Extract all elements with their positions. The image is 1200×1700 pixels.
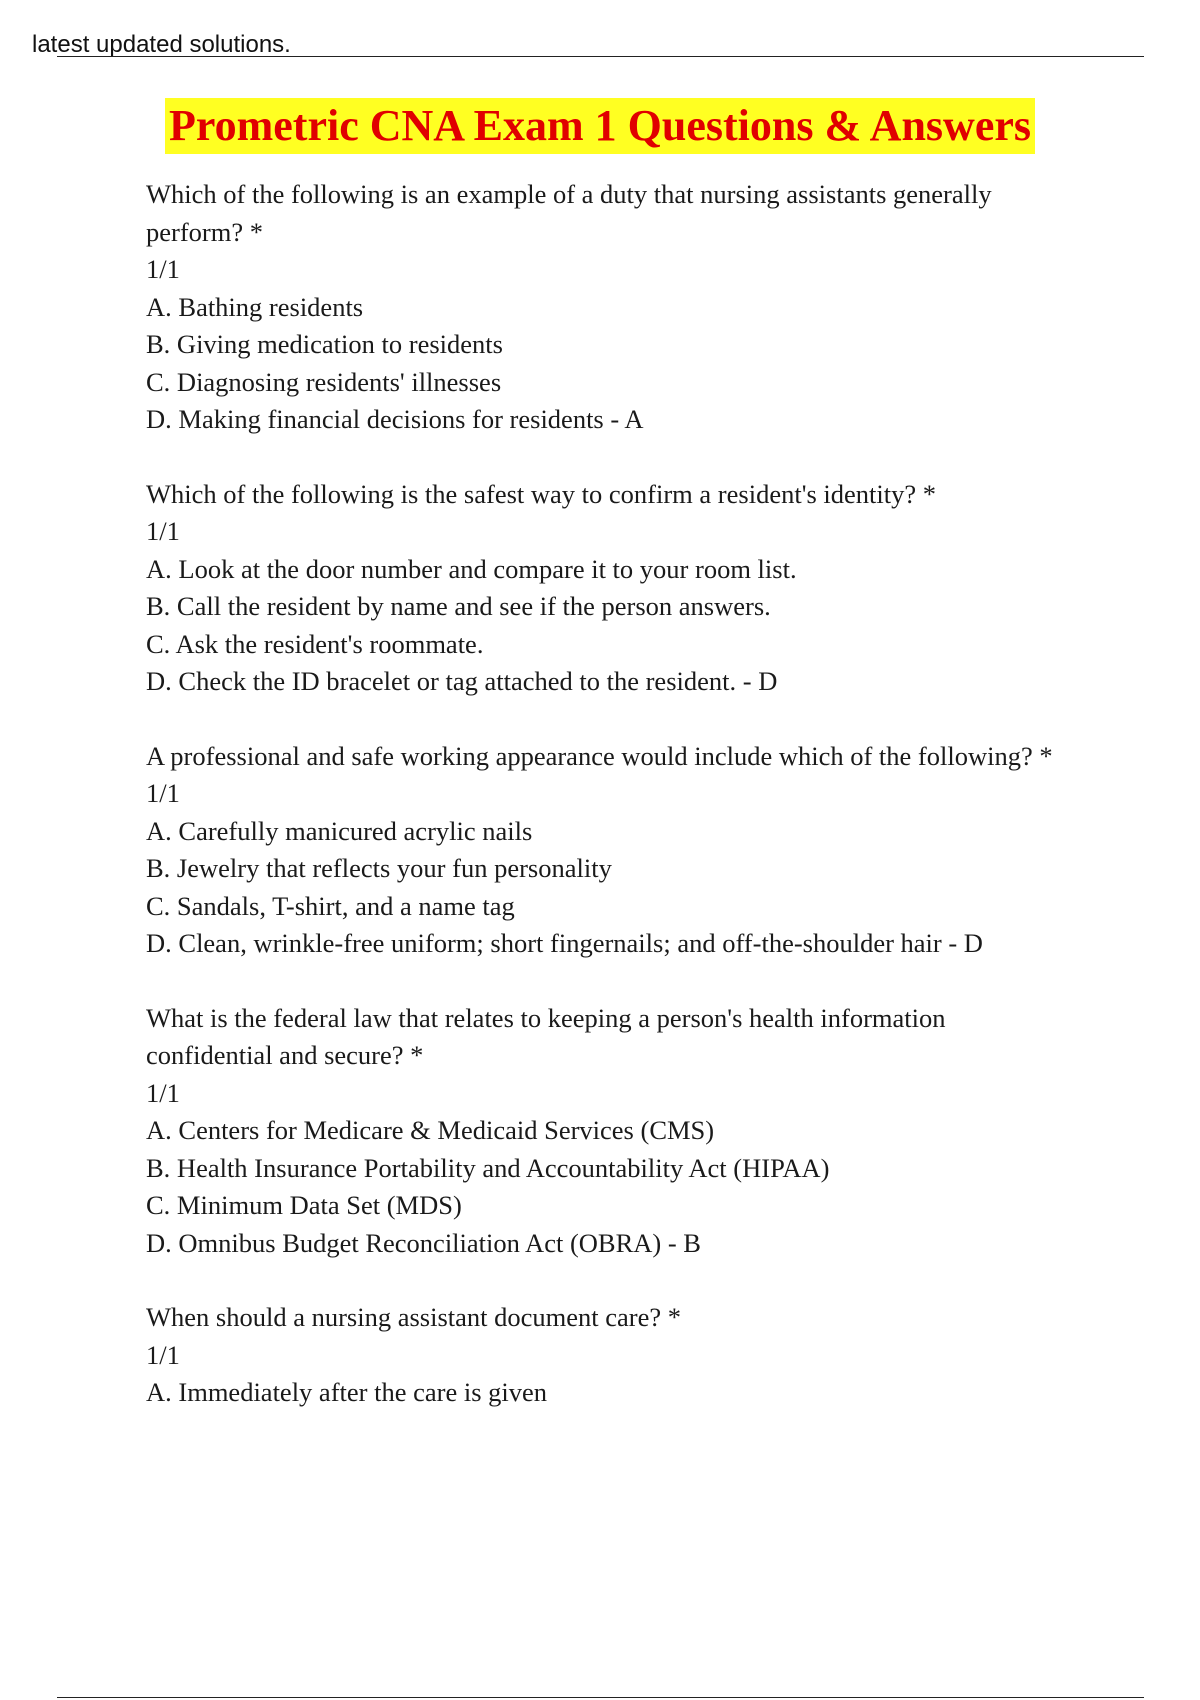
answer-option: A. Bathing residents — [146, 291, 364, 322]
answer-option: D. Omnibus Budget Reconciliation Act (OBRA) - B — [146, 1227, 701, 1258]
answer-option: B. Health Insurance Portability and Accountability Act (HIPAA) — [146, 1152, 830, 1183]
answer-option: B. Jewelry that reflects your fun personality — [146, 853, 612, 883]
answer-option: D. Check the ID bracelet or tag attached to the resident. - D — [146, 666, 778, 696]
page-title: Prometric CNA Exam 1 Questions & Answers — [165, 98, 1035, 154]
question-list — [146, 176, 1076, 1449]
answer-option: A. Look at the door number and compare it to your room list. — [146, 553, 797, 584]
question-block-3 — [146, 738, 1076, 963]
answer-option: C. Minimum Data Set (MDS) — [146, 1190, 462, 1220]
footer-rule — [57, 1697, 1144, 1698]
question-block-2 — [146, 476, 1076, 701]
header-text: latest updated solutions. — [32, 31, 291, 58]
question-text: Which of the following is an example of a duty that nursing assistants generally perform? * — [146, 179, 992, 247]
question-text: When should a nursing assistant document care? * — [146, 1302, 682, 1332]
answer-option: A. Centers for Medicare & Medicaid Services (CMS) — [146, 1115, 715, 1145]
answer-option: B. Call the resident by name and see if the person answers. — [146, 591, 771, 621]
answer-option: B. Giving medication to residents — [146, 329, 503, 359]
header-rule — [57, 56, 1144, 57]
answer-option: C. Diagnosing residents' illnesses — [146, 366, 502, 397]
question-score: 1/1 — [146, 1077, 180, 1108]
question-text: A professional and safe working appearance would include which of the following? * — [146, 740, 1053, 771]
question-text: Which of the following is the safest way to confirm a resident's identity? * — [146, 478, 937, 509]
answer-option: C. Ask the resident's roommate. — [146, 628, 484, 659]
question-text: What is the federal law that relates to keeping a person's health information confidential and secure? * — [146, 1002, 946, 1070]
answer-option: C. Sandals, T-shirt, and a name tag — [146, 890, 515, 921]
answer-option: A. Carefully manicured acrylic nails — [146, 815, 533, 846]
question-score: 1/1 — [146, 516, 180, 546]
answer-option: D. Making financial decisions for residents - A — [146, 404, 644, 434]
question-score: 1/1 — [146, 254, 180, 284]
question-block-5 — [146, 1299, 1076, 1412]
question-score: 1/1 — [146, 1339, 180, 1370]
title-container — [0, 98, 1200, 154]
question-block-1 — [146, 176, 1076, 439]
answer-option: D. Clean, wrinkle-free uniform; short fingernails; and off-the-shoulder hair - D — [146, 928, 983, 958]
question-score: 1/1 — [146, 778, 180, 808]
answer-option: A. Immediately after the care is given — [146, 1377, 548, 1407]
question-block-4 — [146, 1000, 1076, 1263]
